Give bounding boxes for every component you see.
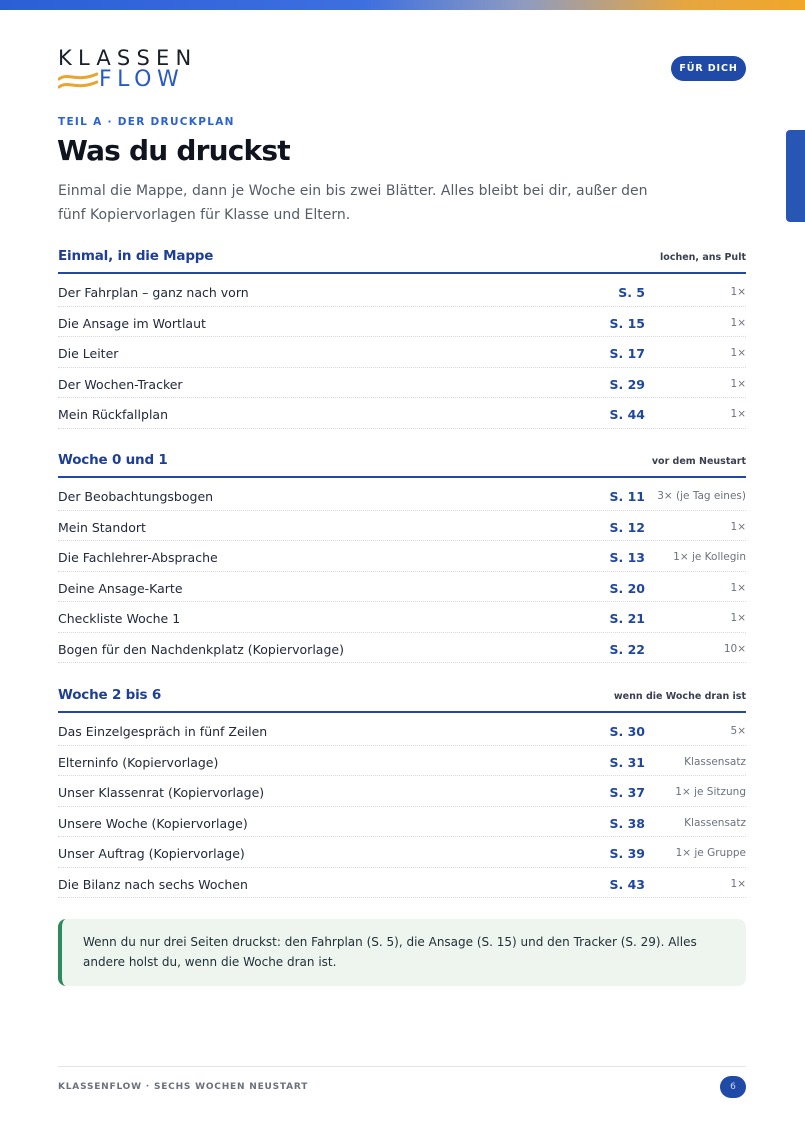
table-row bbox=[58, 746, 746, 777]
print-count: 10× bbox=[723, 642, 746, 655]
item-name: Unser Auftrag (Kopiervorlage) bbox=[58, 846, 245, 861]
page-ref: S. 38 bbox=[609, 815, 645, 831]
print-section-once bbox=[58, 242, 746, 429]
page-ref: S. 5 bbox=[618, 285, 645, 300]
audience-badge: FÜR DICH bbox=[671, 56, 746, 81]
section-note: lochen, ans Pult bbox=[660, 252, 746, 263]
section-note: vor dem Neustart bbox=[651, 456, 746, 467]
page-ref: S. 20 bbox=[609, 580, 645, 596]
item-name: Mein Standort bbox=[58, 519, 146, 535]
item-name: Der Wochen-Tracker bbox=[58, 376, 183, 392]
page-ref: S. 11 bbox=[609, 489, 645, 504]
top-accent-bar bbox=[0, 0, 805, 10]
print-count: 1× bbox=[730, 581, 746, 594]
print-count: 1× bbox=[730, 520, 746, 533]
side-tab-marker bbox=[786, 130, 805, 222]
item-name: Die Leiter bbox=[58, 346, 119, 361]
page-ref: S. 17 bbox=[609, 346, 645, 361]
table-row bbox=[58, 337, 746, 368]
table-row bbox=[58, 633, 746, 664]
print-count: Klassensatz bbox=[684, 755, 746, 768]
print-count: 1× bbox=[730, 286, 746, 298]
page-ref: S. 44 bbox=[609, 407, 645, 422]
item-name: Mein Rückfallplan bbox=[58, 407, 168, 422]
item-name: Unsere Woche (Kopiervorlage) bbox=[58, 815, 248, 831]
tip-text: Wenn du nur drei Seiten druckst: den Fahrplan (S. 5), die Ansage (S. 15) und den Tracker (S. 29). Alles andere holst du, wenn die Woche dran ist. bbox=[83, 935, 697, 969]
item-name: Die Fachlehrer-Absprache bbox=[58, 550, 218, 565]
section-header bbox=[58, 681, 746, 713]
print-section-week-0-1 bbox=[58, 446, 746, 663]
item-name: Checkliste Woche 1 bbox=[58, 611, 181, 626]
print-count: 1× bbox=[730, 612, 746, 624]
table-row bbox=[58, 807, 746, 838]
print-count: 1× bbox=[730, 377, 746, 390]
print-count: 1× je Kollegin bbox=[673, 551, 746, 563]
page-title: Was du druckst bbox=[57, 134, 290, 167]
section-header bbox=[58, 446, 746, 478]
page-ref: S. 13 bbox=[609, 550, 645, 565]
table-row bbox=[58, 715, 746, 746]
table-row bbox=[58, 368, 746, 399]
page-ref: S. 37 bbox=[609, 785, 645, 800]
section-title: Woche 2 bis 6 bbox=[58, 687, 162, 703]
table-row bbox=[58, 541, 746, 572]
page-number: 6 bbox=[720, 1076, 746, 1098]
page-ref: S. 39 bbox=[609, 846, 645, 861]
section-title: Woche 0 und 1 bbox=[58, 452, 168, 468]
page-ref: S. 43 bbox=[609, 876, 645, 892]
page-ref: S. 31 bbox=[609, 754, 645, 770]
item-name: Die Ansage im Wortlaut bbox=[58, 315, 206, 331]
table-row bbox=[58, 776, 746, 807]
print-section-week-2-6 bbox=[58, 681, 746, 898]
tip-callout bbox=[58, 919, 746, 986]
item-name: Unser Klassenrat (Kopiervorlage) bbox=[58, 785, 265, 800]
page-ref: S. 22 bbox=[609, 641, 645, 657]
section-eyebrow: TEIL A · DER DRUCKPLAN bbox=[58, 116, 235, 128]
logo-word-flow: FLOW bbox=[99, 67, 185, 92]
item-name: Die Bilanz nach sechs Wochen bbox=[58, 876, 248, 892]
table-row bbox=[58, 307, 746, 338]
logo-word-klassen: KLASSEN bbox=[58, 46, 198, 70]
print-count: 3× (je Tag eines) bbox=[657, 490, 746, 502]
page-ref: S. 12 bbox=[609, 519, 645, 535]
section-note: wenn die Woche dran ist bbox=[613, 691, 746, 702]
page-ref: S. 15 bbox=[609, 315, 645, 331]
table-row bbox=[58, 602, 746, 633]
table-row bbox=[58, 276, 746, 307]
print-count: 1× bbox=[730, 877, 746, 890]
intro-text: Einmal die Mappe, dann je Woche ein bis zwei Blätter. Alles bleibt bei dir, außer den fünf Kopiervorlagen für Klasse und Eltern. bbox=[58, 183, 648, 223]
footer-divider bbox=[58, 1066, 746, 1067]
print-count: Klassensatz bbox=[684, 816, 746, 829]
waves-icon bbox=[58, 71, 98, 93]
print-count: 5× bbox=[730, 725, 746, 737]
item-name: Das Einzelgespräch in fünf Zeilen bbox=[58, 724, 268, 739]
page-ref: S. 30 bbox=[609, 724, 645, 739]
item-name: Der Beobachtungsbogen bbox=[58, 489, 214, 504]
page-ref: S. 21 bbox=[609, 611, 645, 626]
table-row bbox=[58, 511, 746, 542]
print-count: 1× bbox=[730, 316, 746, 329]
table-row bbox=[58, 398, 746, 429]
print-count: 1× bbox=[730, 347, 746, 359]
print-count: 1× je Gruppe bbox=[675, 847, 746, 859]
footer-text: KLASSENFLOW · SECHS WOCHEN NEUSTART bbox=[58, 1082, 309, 1092]
page-ref: S. 29 bbox=[609, 376, 645, 392]
item-name: Der Fahrplan – ganz nach vorn bbox=[58, 285, 249, 300]
item-name: Elterninfo (Kopiervorlage) bbox=[58, 754, 219, 770]
print-count: 1× je Sitzung bbox=[675, 786, 746, 798]
item-name: Bogen für den Nachdenkplatz (Kopiervorlage) bbox=[58, 641, 344, 657]
table-row bbox=[58, 572, 746, 603]
table-row bbox=[58, 868, 746, 899]
section-title: Einmal, in die Mappe bbox=[58, 248, 214, 264]
print-count: 1× bbox=[730, 408, 746, 420]
table-row bbox=[58, 837, 746, 868]
table-row bbox=[58, 480, 746, 511]
section-header bbox=[58, 242, 746, 274]
item-name: Deine Ansage-Karte bbox=[58, 580, 183, 596]
logo bbox=[58, 46, 198, 96]
